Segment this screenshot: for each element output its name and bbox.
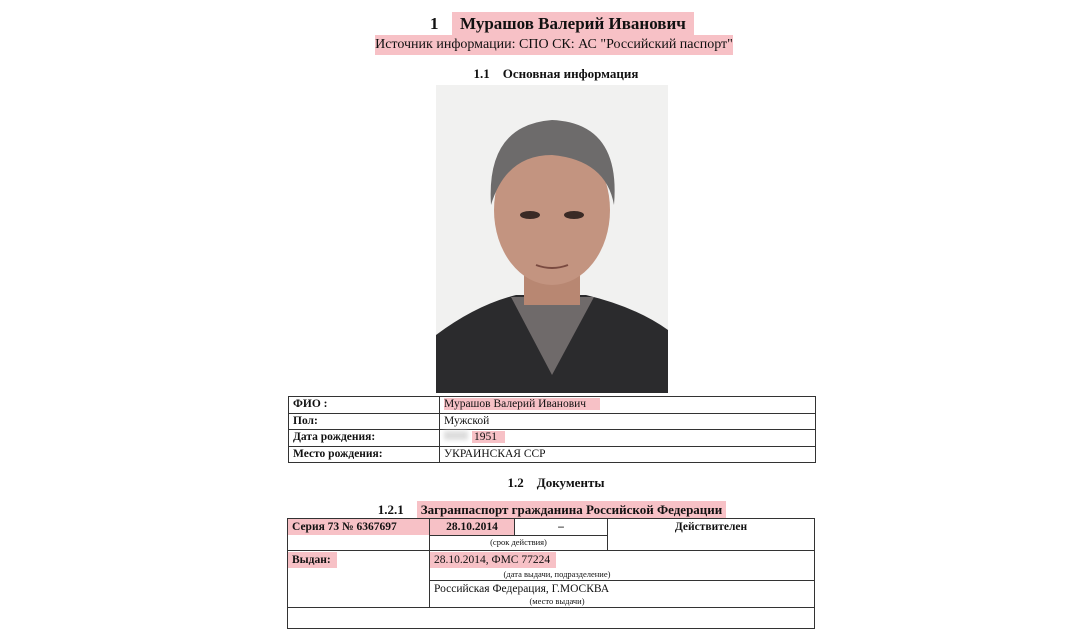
valid-from-cell [430, 519, 515, 536]
basic-info-table [288, 396, 816, 463]
passport-series: Серия 73 № 6367697 [288, 519, 429, 535]
table-row [288, 519, 815, 536]
empty-row [288, 608, 815, 629]
issued-cell [430, 551, 815, 581]
section-title: Загранпаспорт гражданина Российской Федерации [417, 501, 727, 518]
valid-to: – [515, 519, 608, 536]
fio-label: ФИО : [289, 397, 440, 414]
fio-cell [440, 397, 816, 414]
issued-label-cell [288, 551, 430, 608]
birthplace-label: Место рождения: [289, 446, 440, 463]
section-number: 1.2 [507, 475, 524, 490]
person-number: 1 [430, 14, 439, 33]
fio-value: Мурашов Валерий Иванович [444, 398, 600, 410]
place-cell [430, 581, 815, 608]
section-title: Основная информация [502, 66, 639, 81]
birthdate-label: Дата рождения: [289, 430, 440, 447]
birthplace-value: УКРАИНСКАЯ ССР [440, 446, 816, 463]
table-row [289, 430, 816, 447]
sex-label: Пол: [289, 413, 440, 430]
issued-label: Выдан: [288, 552, 337, 568]
passport-table [287, 518, 815, 629]
birthdate-cell [440, 430, 816, 447]
person-photo [436, 85, 668, 393]
section-1-2-1-heading [288, 502, 816, 518]
table-row [288, 551, 815, 581]
person-name: Мурашов Валерий Иванович [452, 12, 694, 36]
section-number: 1.2.1 [377, 502, 404, 517]
source-line: Источник информации: СПО СК: АС "Российский паспорт" [375, 35, 733, 55]
table-row [289, 397, 816, 414]
passport-status: Действителен [608, 519, 815, 551]
table-row [289, 413, 816, 430]
issue-place: Российская Федерация, Г.МОСКВА [434, 583, 610, 595]
birthdate-value: 1951 [472, 431, 505, 443]
validity-caption: (срок действия) [430, 536, 608, 551]
table-row [289, 446, 816, 463]
valid-from: 28.10.2014 [430, 519, 514, 535]
section-1-2-heading [440, 475, 672, 491]
section-1-1-heading [440, 66, 672, 82]
series-cell [288, 519, 430, 551]
issued-value: 28.10.2014, ФМС 77224 [430, 552, 556, 568]
sex-value: Мужской [440, 413, 816, 430]
section-title: Документы [536, 475, 605, 490]
issued-caption: (дата выдачи, подразделение) [503, 569, 611, 579]
table-row [288, 608, 815, 629]
place-caption: (место выдачи) [529, 596, 585, 606]
section-number: 1.1 [473, 66, 490, 81]
person-title [430, 12, 694, 36]
blurred-date [444, 431, 468, 440]
